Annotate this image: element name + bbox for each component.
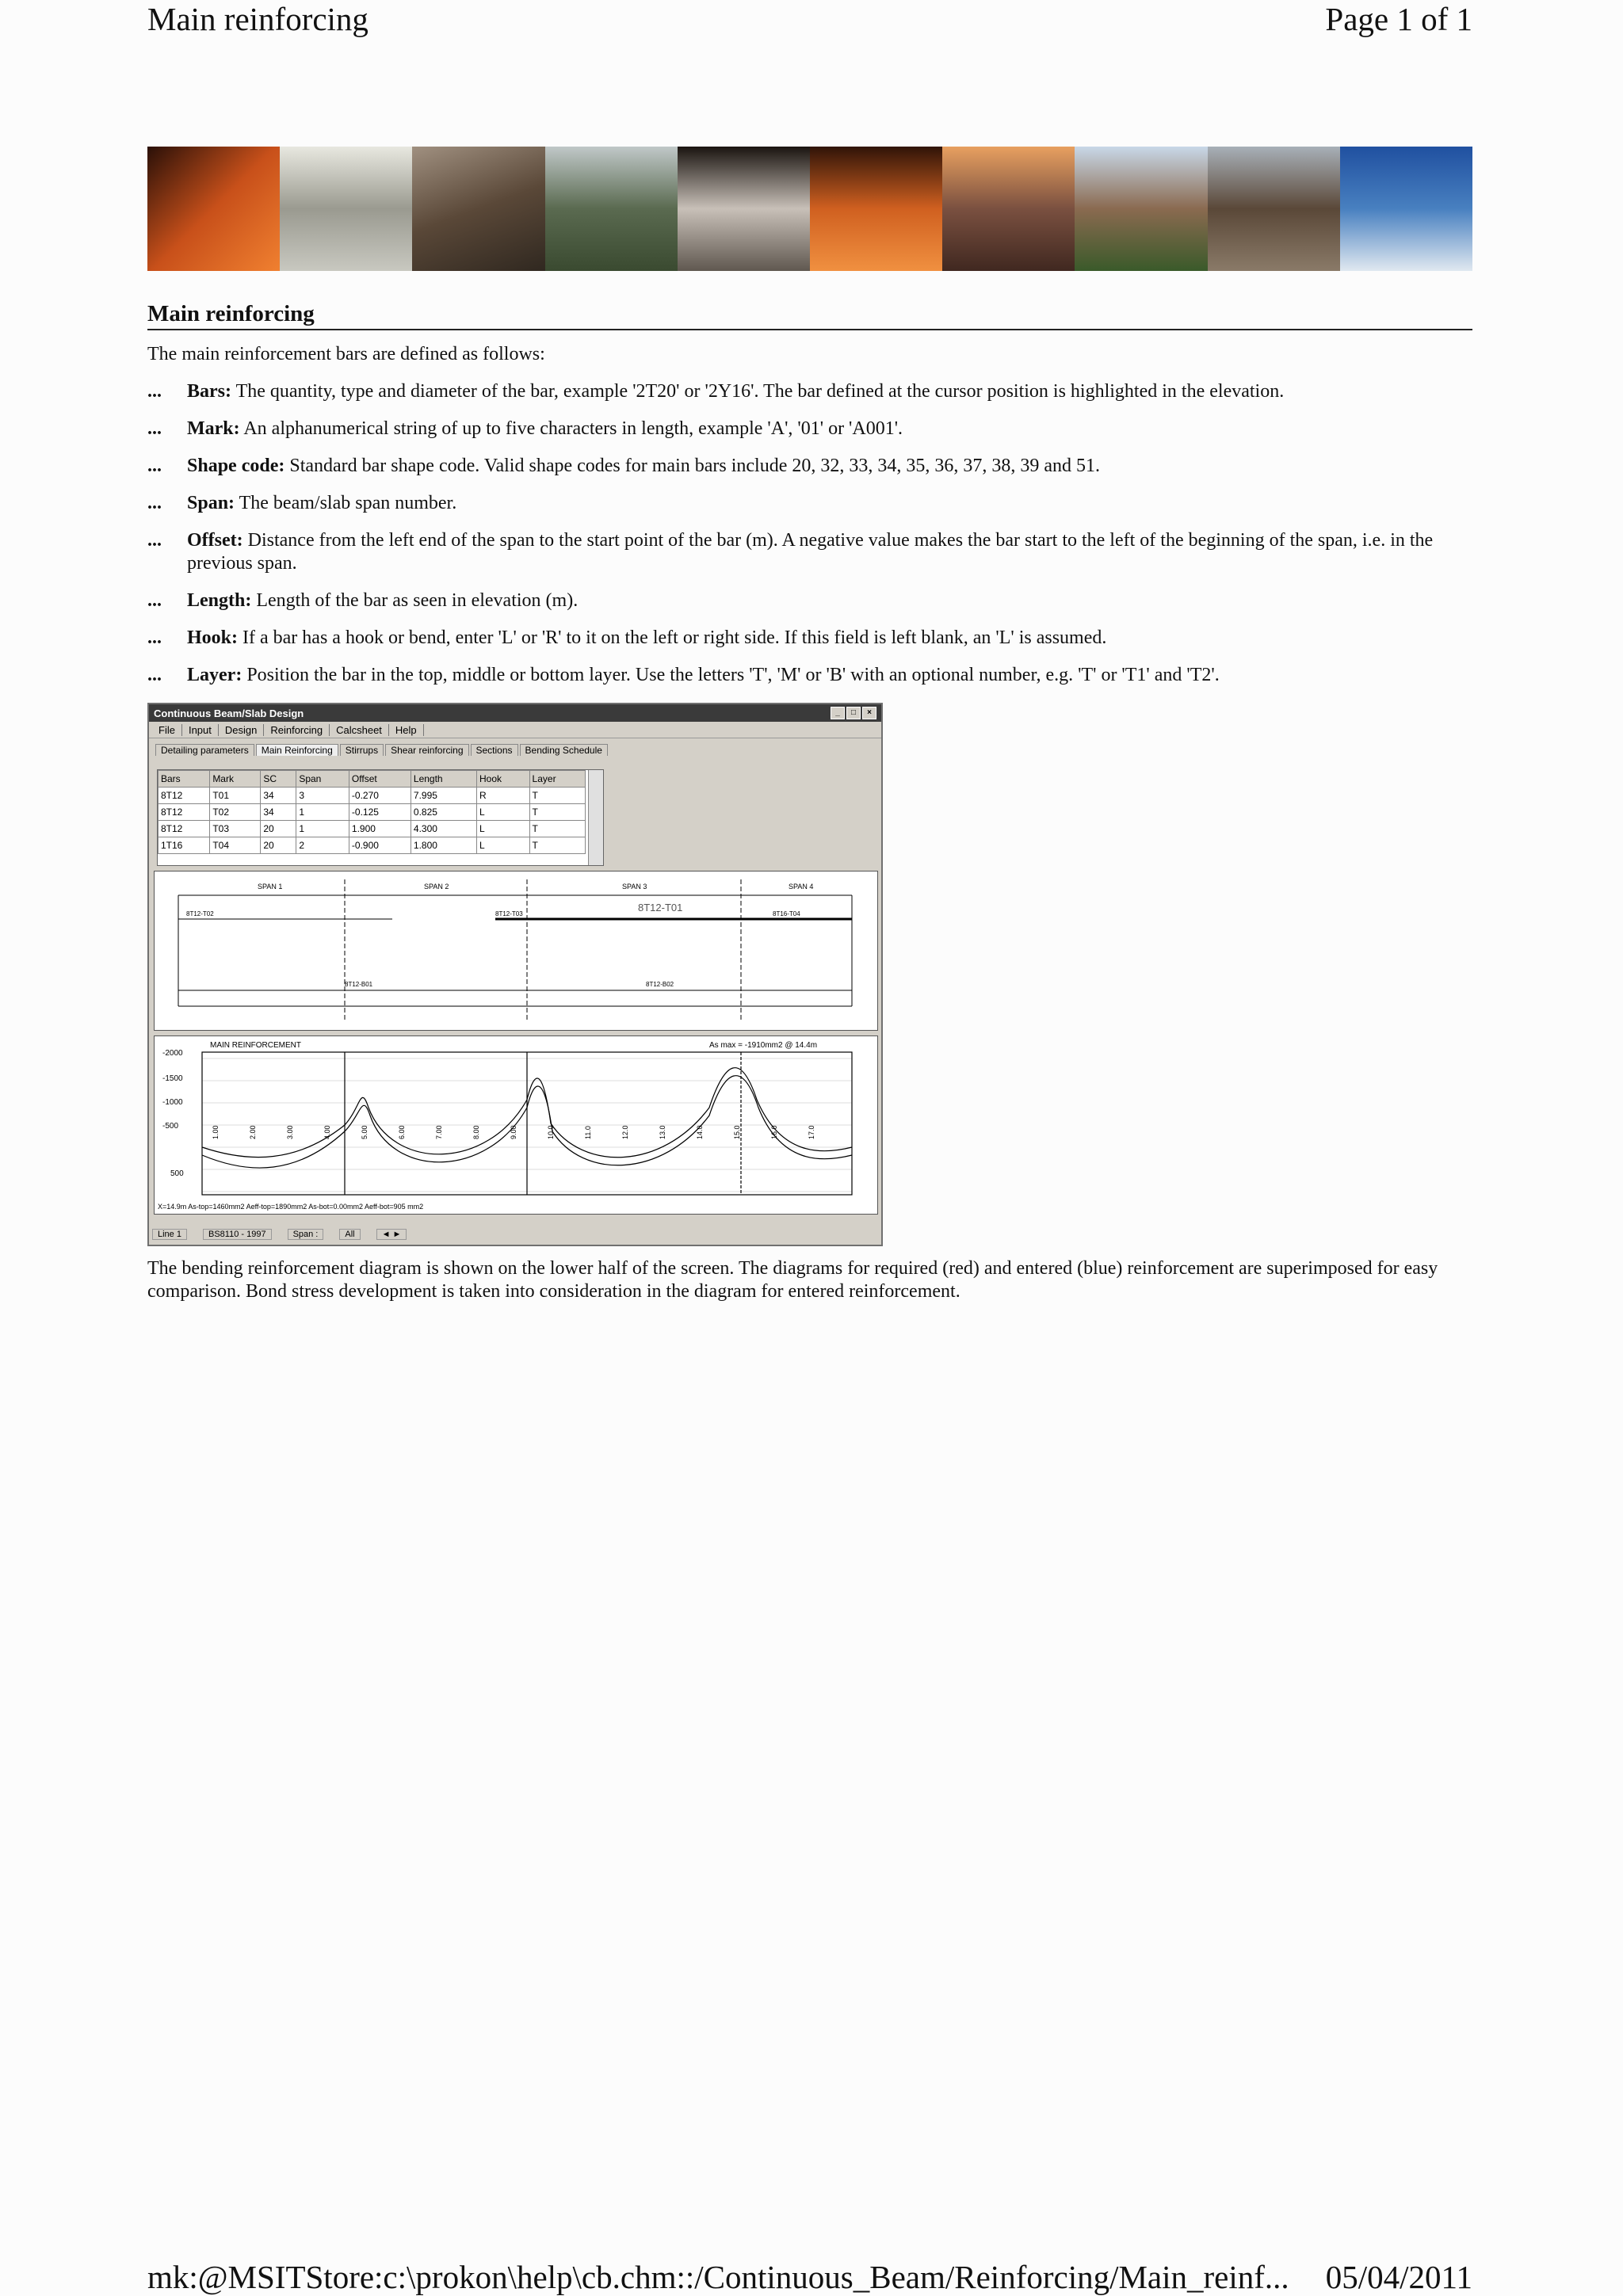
menu-file[interactable]: File (152, 724, 182, 736)
cell[interactable]: -0.900 (349, 837, 411, 854)
page-header-title: Main reinforcing (147, 1, 369, 37)
column-header: Bars (158, 771, 210, 788)
column-header: Hook (476, 771, 529, 788)
bar-label-highlight: 8T12-T01 (638, 902, 683, 913)
x-marker-label: 3.00 (286, 1125, 294, 1139)
y-tick: -1500 (162, 1074, 183, 1083)
maximize-icon[interactable]: □ (846, 707, 861, 719)
definition-list (147, 380, 1476, 701)
menu-bar (149, 722, 881, 738)
tab-bending-schedule[interactable]: Bending Schedule (520, 744, 608, 756)
list-item: ... Layer: Position the bar in the top, middle or bottom layer. Use the letters 'T', 'M' or 'B' with an optional number, e.g. 'T' or 'T1' and 'T2'. (147, 665, 1220, 685)
table-row[interactable] (158, 804, 586, 821)
bar-label: 8T12-B02 (646, 981, 674, 988)
cell[interactable]: 34 (261, 788, 296, 804)
column-header: Layer (529, 771, 585, 788)
span-label: SPAN 1 (258, 883, 283, 891)
tab-shear-reinforcing[interactable]: Shear reinforcing (385, 744, 468, 756)
grid-scrollbar[interactable] (588, 770, 603, 865)
table-row[interactable] (158, 821, 586, 837)
span-selector[interactable]: All (339, 1229, 360, 1240)
cell[interactable]: T01 (210, 788, 261, 804)
x-marker-label: 7.00 (435, 1125, 443, 1139)
bar-label: 8T16-T04 (773, 910, 800, 917)
x-marker-label: 2.00 (249, 1125, 257, 1139)
cell[interactable]: -0.125 (349, 804, 411, 821)
header-banner-image (147, 147, 1472, 271)
cell[interactable]: 8T12 (158, 821, 210, 837)
table-row[interactable] (158, 788, 586, 804)
x-marker-label: 15.0 (733, 1125, 741, 1139)
table-header-row (158, 771, 586, 788)
app-title: Continuous Beam/Slab Design (154, 707, 304, 719)
cell[interactable]: T (529, 821, 585, 837)
list-item: ... Length: Length of the bar as seen in elevation (m). (147, 590, 579, 611)
menu-calcsheet[interactable]: Calcsheet (330, 724, 389, 736)
bar-label: 8T12-B01 (345, 981, 373, 988)
x-marker-label: 13.0 (659, 1125, 666, 1139)
span-label: SPAN 3 (622, 883, 647, 891)
menu-input[interactable]: Input (182, 724, 219, 736)
cell[interactable]: 20 (261, 837, 296, 854)
diagram-title: MAIN REINFORCEMENT (210, 1041, 301, 1050)
tab-sections[interactable]: Sections (471, 744, 518, 756)
cell[interactable]: -0.270 (349, 788, 411, 804)
y-tick: -1000 (162, 1098, 183, 1107)
app-title-bar (149, 704, 881, 722)
cell[interactable]: 20 (261, 821, 296, 837)
x-marker-label: 12.0 (621, 1125, 629, 1139)
tab-strip (149, 742, 881, 756)
cell[interactable]: 1 (296, 821, 349, 837)
caption-text: The bending reinforcement diagram is shown on the lower half of the screen. The diagrams for required (red) and entered (blue) reinforcement are superimposed for easy comparison. Bond stress development is taken into consideration in the diagram for entered reinforcement. (147, 1258, 1438, 1302)
cell[interactable]: 2 (296, 837, 349, 854)
x-marker-label: 6.00 (398, 1125, 406, 1139)
cell[interactable]: T (529, 837, 585, 854)
cell[interactable]: T (529, 804, 585, 821)
column-header: SC (261, 771, 296, 788)
cell[interactable]: 4.300 (411, 821, 476, 837)
status-code: BS8110 - 1997 (203, 1229, 272, 1240)
menu-help[interactable]: Help (389, 724, 424, 736)
bars-grid[interactable] (157, 769, 604, 866)
x-marker-label: 4.00 (323, 1125, 331, 1139)
span-label: SPAN 2 (424, 883, 449, 891)
menu-reinforcing[interactable]: Reinforcing (264, 724, 330, 736)
list-item: ... Offset: Distance from the left end of the span to the start point of the bar (m). A negative value makes the bar start to the left of the beginning of the span, i.e. in the previous span. (147, 530, 1434, 574)
x-marker-label: 17.0 (808, 1125, 815, 1139)
x-marker-label: 5.00 (361, 1125, 369, 1139)
cell[interactable]: 0.825 (411, 804, 476, 821)
x-marker-label: 10.0 (547, 1125, 555, 1139)
minimize-icon[interactable]: _ (831, 707, 845, 719)
page-number: Page 1 of 1 (1325, 1, 1472, 37)
cell[interactable]: L (476, 804, 529, 821)
tab-main-reinforcing[interactable]: Main Reinforcing (256, 744, 338, 756)
cell[interactable]: 1 (296, 804, 349, 821)
list-item: ... Shape code: Standard bar shape code. Valid shape codes for main bars include 20, 32, 33, 34, 35, 36, 37, 38, 39 and 51. (147, 456, 1101, 476)
span-label: SPAN 4 (789, 883, 814, 891)
x-marker-label: 14.0 (696, 1125, 704, 1139)
x-marker-label: 1.00 (212, 1125, 220, 1139)
app-screenshot-window (147, 703, 883, 1246)
as-max-readout: As max = -1910mm2 @ 14.4m (709, 1041, 818, 1050)
cell[interactable]: 3 (296, 788, 349, 804)
list-item: ... Span: The beam/slab span number. (147, 493, 457, 513)
column-header: Length (411, 771, 476, 788)
cell[interactable]: T (529, 788, 585, 804)
menu-design[interactable]: Design (219, 724, 264, 736)
tab-stirrups[interactable]: Stirrups (340, 744, 384, 756)
cell[interactable]: 1T16 (158, 837, 210, 854)
cell[interactable]: T03 (210, 821, 261, 837)
cursor-readout: X=14.9m As-top=1460mm2 Aeff-top=1890mm2 As-bot=0.00mm2 Aeff-bot=905 mm2 (158, 1203, 424, 1211)
bar-label: 8T12-T02 (186, 910, 214, 917)
cell[interactable]: L (476, 837, 529, 854)
section-title: Main reinforcing (147, 301, 1472, 330)
status-bar (152, 1227, 876, 1241)
list-item: ... Bars: The quantity, type and diameter of the bar, example '2T20' or '2Y16'. The bar defined at the cursor position is highlighted in the elevation. (147, 381, 1285, 402)
cell[interactable]: R (476, 788, 529, 804)
cell[interactable]: 1.900 (349, 821, 411, 837)
list-item: ... Mark: An alphanumerical string of up to five characters in length, example 'A', '01' or 'A001'. (147, 418, 903, 439)
cell[interactable]: L (476, 821, 529, 837)
cell[interactable]: 8T12 (158, 804, 210, 821)
bar-label: 8T12-T03 (495, 910, 523, 917)
main-reinforcement-diagram (154, 1035, 878, 1215)
y-tick: 500 (170, 1169, 184, 1178)
beam-elevation (154, 871, 878, 1031)
cell[interactable]: 8T12 (158, 788, 210, 804)
span-selector-label: Span : (288, 1229, 324, 1240)
close-icon[interactable]: × (862, 707, 876, 719)
nav-arrows-icon[interactable]: ◄ ► (376, 1229, 407, 1240)
y-tick: -2000 (162, 1049, 183, 1058)
x-marker-label: 11.0 (584, 1126, 592, 1139)
column-header: Mark (210, 771, 261, 788)
cell[interactable]: T02 (210, 804, 261, 821)
x-marker-label: 9.00 (510, 1125, 517, 1139)
cell[interactable]: 7.995 (411, 788, 476, 804)
x-marker-label: 8.00 (472, 1125, 480, 1139)
intro-text: The main reinforcement bars are defined as follows: (147, 344, 545, 364)
column-header: Span (296, 771, 349, 788)
list-item: ... Hook: If a bar has a hook or bend, enter 'L' or 'R' to it on the left or right side. If this field is left blank, an 'L' is assumed. (147, 627, 1107, 648)
column-header: Offset (349, 771, 411, 788)
cell[interactable]: 34 (261, 804, 296, 821)
tab-detailing-parameters[interactable]: Detailing parameters (155, 744, 254, 756)
cell[interactable]: T04 (210, 837, 261, 854)
footer-url: mk:@MSITStore:c:\prokon\help\cb.chm::/Continuous_Beam/Reinforcing/Main_reinf... (147, 2259, 1289, 2295)
footer-date: 05/04/2011 (1325, 2259, 1472, 2295)
x-marker-label: 16.0 (770, 1125, 778, 1139)
status-line: Line 1 (152, 1229, 187, 1240)
table-row[interactable] (158, 837, 586, 854)
cell[interactable]: 1.800 (411, 837, 476, 854)
y-tick: -500 (162, 1122, 179, 1131)
